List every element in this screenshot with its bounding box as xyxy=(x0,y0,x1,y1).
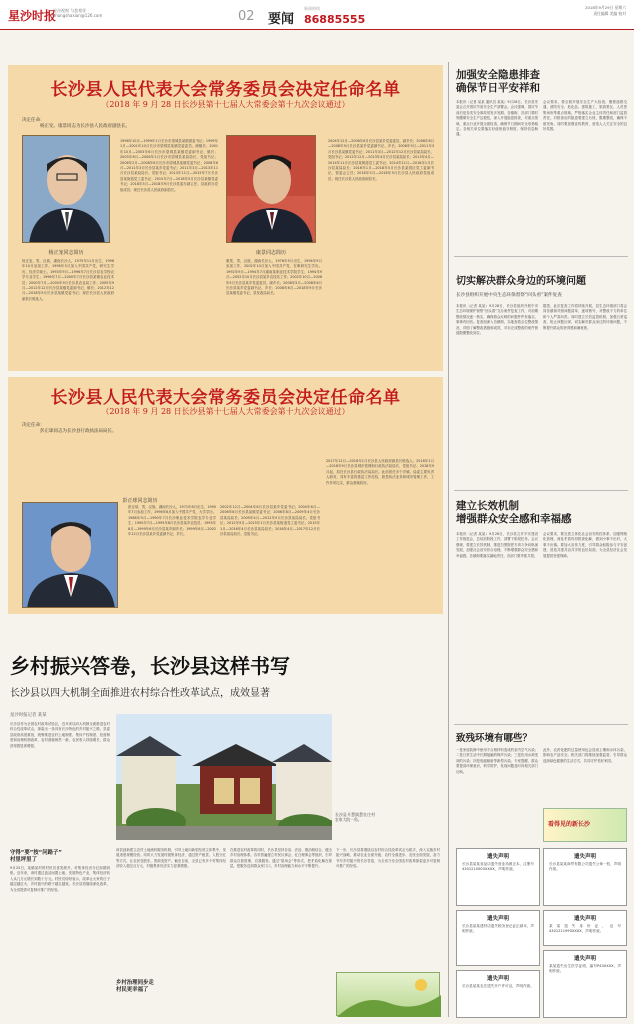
notice-6-title: 遗失声明 xyxy=(573,956,596,962)
notice-4 xyxy=(543,910,627,946)
wechat-label: 看得见的新长沙 xyxy=(548,821,591,828)
notice-4-text: 某某遗失身份证，证号4301211990XXXX，声明作废。 xyxy=(549,924,621,934)
subhead-2-line1: 乡村治理同步走 xyxy=(116,980,154,986)
main-body-1: 长沙县作为全国农村改革试验区，近年来以四大机制全面推进农村综合性改革试点，探索出一条具有长沙特色的乡村振兴之路。县委县政府高度重视，统筹推进农村土地制度、集体产权制度、经营制度和治理机制改革，农村面貌焕然一新，农民收入持续增长，群众获得感显著增强。 xyxy=(10,722,110,748)
panel2-subtitle: （2018 年 9 月 28 日长沙县第十七届人大常委会第十九次会议通过） xyxy=(101,407,350,416)
article2-body-a: 本报讯（记者 某某）9月28日，长沙县组织开展中央生态环境保护督察“回头看”交办案件复查工作，对前期整改情况逐一核实，确保群众反映的问题件件有落实、事事有回音。复查组深入各镇街，实地查看点位整改情况，详细了解整改措施和成效，对未完成整改的案件督促限期整改到位。 xyxy=(456,304,538,336)
logo-sub1: 星沙视窗 xyxy=(53,8,69,13)
column-divider xyxy=(448,62,449,1017)
article1-title-line1: 加强安全隐患排查 xyxy=(456,69,540,81)
divider-3 xyxy=(454,724,628,725)
rural-banner xyxy=(336,972,440,1016)
caption-peng: 彭正球同志简历 xyxy=(122,498,158,504)
notice-3-text: 长沙县某某建材店遗失税务登记证正副本，声明作废。 xyxy=(462,924,534,934)
article4-body-a: 一是家庭装修中使用不合格材料造成的室内空气污染；二是日常生活中长期接触的噪声污染；三是饮用水源受到的污染；四是电磁辐射等新型污染。专家提醒，群众要提高环保意识，科学防护，发现问题及时向相关部门反映。 xyxy=(456,748,538,774)
panel2-appointees: 彭正球同志为长沙县行政执法局局长。 xyxy=(40,429,117,434)
page-number: 02 xyxy=(238,9,255,24)
notice-2 xyxy=(543,848,627,906)
notice-5-title: 遗失声明 xyxy=(486,976,509,982)
main-story-title: 乡村振兴答卷，长沙县这样书写 xyxy=(10,654,290,678)
main-subhead-1 xyxy=(10,850,62,864)
main-body-2: 9月25日，某镇某村的村民们喜笑颜开，村集体经济分红如期到账。近年来，该村通过盘活闲置土地、发展特色产业，集体经济收入从几万元增长到数十万元。村民们纷纷表示，改革让大家的日子越过越红火，乡村振兴的路子越走越宽。长沙县将继续深化改革，为全省提供可复制可推广的经验。 xyxy=(10,866,110,892)
main-body-4: 在推进农村改革的同时，长沙县坚持自治、法治、德治相结合，健全乡村治理体系。各村普遍建立村民议事会、红白理事会等组织，引导群众自我管理、自我服务。通过“屋场会”等形式，把矛盾化解在基层，把服务送到群众家门口，乡村治理能力和水平不断提升。 xyxy=(230,848,332,869)
bio-yang: 杨正宠，男，汉族，湖南长沙人，1975年11月出生，1996年10月参加工作，1996年3月加入中国共产党，研究生学历，经济学硕士。1993年9月—1996年7月长沙县农学校农学专业学生；1996年7月—2000年7月长沙县某镇农业技术员；2000年7月—2005年9月长沙县农业局工作；2005年9月—2012年12月长沙县某镇党委副书记、镇长；2012年12月—2018年9月长沙县某镇党委书记；现任长沙县人民政府副县长候选人。 xyxy=(22,259,114,301)
article2-body-b: 据悉，此次复查工作将持续开展，县生态环境部门将会同各镇街对照问题清单，逐项销号，对整改不力的单位和个人严肃问责。同时建立长效监管机制，加强日常巡查，防止问题反弹，切实解决群众身边的环境问题，不断提升群众的获得感和满意度。 xyxy=(543,304,627,330)
main-subhead-2 xyxy=(116,980,154,994)
appointment-panel-2 xyxy=(8,377,443,614)
editors: 责任编辑 美编 校对 xyxy=(593,11,626,16)
section-title: 要闻 xyxy=(268,12,295,27)
article3-title-line2: 增强群众安全感和幸福感 xyxy=(456,513,572,525)
caption-kang: 康景同志简历 xyxy=(255,250,286,256)
wechat-banner[interactable] xyxy=(543,808,627,842)
article3-body-a: 本报讯（记者 某某）9月28日，长沙县召开平安建设工作推进会，总结前阶段工作，部署下阶段任务。会议强调，要建立长效机制，推进扫黑除恶专项斗争向纵深发展，加强社会治安综合治理，不断增强群众安全感和幸福感。各镇街要落实属地责任，各部门要齐抓共管。 xyxy=(456,532,538,558)
village-photo xyxy=(116,714,332,840)
portrait-yang xyxy=(22,135,110,243)
article4-body-b: 此外，农药化肥的过量使用也会造成土壤和水体污染，影响农产品安全。相关部门将继续加强监管，引导群众选择绿色健康的生活方式，共同守护美好家园。 xyxy=(543,748,627,763)
panel1-title: 长沙县人民代表大会常务委员会决定任命名单 xyxy=(50,80,401,100)
notice-1-text: 长沙县某某食品店遗失营业执照正本，注册号4301210000XXXX，声明作废。 xyxy=(462,862,534,872)
panel1-subtitle: （2018 年 9 月 28 日长沙县第十七届人大常委会第十九次会议通过） xyxy=(101,100,350,109)
hotline-label: 新闻热线 xyxy=(304,6,320,11)
notice-3-title: 遗失声明 xyxy=(486,916,509,922)
hotline-number: 86885555 xyxy=(304,13,366,26)
panel2-decision-label: 决定任命： xyxy=(22,423,45,428)
appointment-panel-1 xyxy=(8,65,443,371)
notice-5-text: 长沙县某某农庄遗失开户许可证，声明作废。 xyxy=(462,984,534,988)
divider-2 xyxy=(454,490,628,491)
notice-6 xyxy=(543,950,627,1018)
article3-body-b: 会议要求，要完善立体化社会治安防控体系，加强网格化管理，深化矛盾纠纷排查化解，做到小事不出村、大事不出镇。要加大宣传力度，引导群众积极参与平安创建，营造共建共治共享的良好局面，为全县经济社会发展提供坚强保障。 xyxy=(543,532,627,558)
page-header xyxy=(0,0,634,30)
portrait-kang xyxy=(226,135,316,243)
panel1-decision-label: 决定任命： xyxy=(22,118,45,123)
main-body-5: 下一步，长沙县将继续以农村综合性改革试点为抓手，深入实施乡村振兴战略，推动农业全面升级、农村全面进步、农民全面发展，奋力书写乡村振兴的长沙答卷，为全省乃至全国农村改革探索更多可复制可推广的经验。 xyxy=(336,848,440,869)
dateline xyxy=(585,5,626,17)
bio-kang: 康景，男，汉族，湖南长沙人，1976年5月出生，1994年9月参加工作，2002年10月加入中国共产党，在职研究生学历。1992年9月—1994年7月湖南某职业技术学院学生；1994年9月—2002年10月长沙县某乡农技站工作；2002年10月—2006年5月长沙县某乡党委委员、副乡长；2006年5月—2008年6月长沙县某乡党委副书记、乡长；2008年6月—2018年9月长沙县某镇党委书记、县发改局局长。 xyxy=(226,259,322,296)
panel1-decision xyxy=(22,117,130,129)
logo-sub2: 与您相伴 xyxy=(70,8,87,13)
caption-yang: 杨正宠同志简历 xyxy=(48,250,84,256)
panel1-appointees: 杨正宠、康景同志为长沙县人民政府副县长。 xyxy=(40,124,130,129)
logo-email: changshaxian@126.com xyxy=(53,13,103,18)
photo-caption: 长沙县开慧镇慧农庄村农家大院一角。 xyxy=(335,812,375,823)
notice-1-title: 遗失声明 xyxy=(486,854,509,860)
notice-2-title: 遗失声明 xyxy=(573,854,596,860)
bio-peng: 彭正球，男，汉族，湖南长沙人，1971年8月出生，1990年7月参加工作，1996年6月加入中国共产党，大学学历。1988年9月—1990年7月长沙职业技术学院农学专业学生；1990年7月—1995年8月长沙县某乡农技员；1995年8月—1999年6月长沙县某乡副乡长；1999年6月—2002年12月长沙县某乡党委副书记、乡长。 xyxy=(128,505,216,537)
article1-title-line2: 确保节日平安祥和 xyxy=(456,82,540,94)
divider-1 xyxy=(454,256,628,257)
bio-peng-cont2: 2017年12月—2018年1月长沙县人民政府副县长候选人；2018年1月—2018年9月长沙县城市管理和行政执法局局长、党组书记；2018年9月起，拟任长沙县行政执法局局长。此前曾任多个乡镇、局委主要负责人职务，具有丰富的基层工作经验，熟悉执法业务和城市管理工作，工作作风扎实，群众基础较好。 xyxy=(326,459,434,485)
article2-title: 切实解决群众身边的环境问题 xyxy=(456,276,586,287)
article3-title xyxy=(456,500,572,526)
notice-6-text: 某某遗失出生医学证明，编号P43XXXX，声明作废。 xyxy=(549,964,621,974)
subhead-1-line1: 守得“要”按“问路子” xyxy=(10,850,62,856)
main-story-subtitle: 长沙县以四大机制全面推进农村综合性改革试点，成效显著 xyxy=(10,688,270,699)
notice-4-title: 遗失声明 xyxy=(573,916,596,922)
panel2-title: 长沙县人民代表大会常务委员会决定任命名单 xyxy=(50,388,401,408)
notice-1 xyxy=(456,848,540,906)
article1-title xyxy=(456,69,540,95)
subhead-1-line2: 村里坪里了 xyxy=(10,857,37,863)
notice-2-text: 长沙县某某商贸有限公司遗失公章一枚，声明作废。 xyxy=(549,862,621,872)
notice-3 xyxy=(456,910,540,966)
article1-body-a: 本报讯（记者 某某 通讯员 某某）9月28日，长沙县安委会召开国庆节前安全生产部署会。会议强调，国庆节前后是各类安全事故易发多发期，各镇街、各部门要时刻绷紧安全生产这根弦，深入开展隐患排查，对重点领域、重点行业开展全面检查，确保节日期间安全形势稳定。各相关单位要落实好值班值守制度，保持信息畅通。 xyxy=(456,100,538,137)
main-story-byline: 星沙时报记者 某某 xyxy=(10,713,47,718)
date: 2018年9月29日 星期六 xyxy=(585,5,626,10)
bio-kang-cont: 2004年12月—2006年8月长沙县某乡党委委员、副乡长；2006年8月—2008年9月长沙县某乡党委副书记、乡长；2008年9月—2011年3月长沙县某镇党委书记；2011年3月—2012年12月长沙县某局局长、党组书记；2012年12月—2013年4月长沙县某局局长；2013年4月—2014年11月长沙县某街道党工委书记；2014年11月—2016年1月长沙县某局局长；2016年1月—2018年5月长沙县某园区党工委副书记、管委会主任；2018年5月—2018年9月长沙县人民政府党组成员；现任长沙县人民政府副县长。 xyxy=(328,139,434,181)
bio-peng-cont: 2002年12月—2004年6月长沙县某乡党委书记；2004年6月—2006年8月长沙县某镇党委书记；2006年8月—2009年4月长沙县某局局长；2009年4月—2012年9月长沙县某局局长、党组书记；2012年9月—2015年1月长沙县某街道党工委书记；2015年1月—2016年4月长沙县某局局长；2016年4月—2017年12月长沙县某局局长、党组书记。 xyxy=(220,505,320,537)
article3-title-line1: 建立长效机制 xyxy=(456,500,519,512)
notice-5 xyxy=(456,970,540,1018)
panel2-decision xyxy=(22,422,117,434)
newspaper-logo: 星沙时报 xyxy=(8,9,57,23)
logo-subtext xyxy=(53,8,102,18)
article2-subtitle: 长沙县组织开展中央生态环保督察“回头看”案件复查 xyxy=(456,293,562,298)
subhead-2-line2: 村民更幸福了 xyxy=(116,987,149,993)
bio-yang-cont: 1996年10月—1999年1月长沙市望城县某镇团委书记；1999年1月—2001年10月长沙市望城县某镇党委委员、副镇长；2001年10月—2003年6月长沙市望城县某镇党委副书记、镇长；2003年6月—2006年2月长沙市望城县某局局长、党组书记；2006年2月—2008年6月长沙市望城县某镇党委书记；2008年6月—2011年3月长沙县某乡党委书记；2011年3月—2013年11月长沙县某局局长、党组书记；2013年11月—2015年7月长沙县某街道党工委书记；2015年7月—2018年5月长沙县某镇党委书记；2018年5月—2018年9月长沙县委办副主任、县政府办党组成员；现任长沙县人民政府副县长。 xyxy=(120,139,218,192)
article1-body-b: 会议要求，要全面开展安全生产大检查，聚焦道路交通、消防安全、危化品、建筑施工、旅游景区、人员密集场所等重点领域，严格落实企业主体责任和部门监管责任。对排查出的隐患要建立台账，限期整改，确保不留死角。同时要加强宣传教育，营造人人关注安全的良好氛围。 xyxy=(543,100,627,132)
main-body-3: 该县创新建立农村土地流转服务机制，引导土地向新型经营主体集中，发展适度规模经营。同时大力发展村级集体经济，通过资产租赁、入股分红等方式，让农民变股东、资源变资产。截至目前，全县已有多个村集体经济收入超过百万元，村级集体经济实力显著增强。 xyxy=(116,848,226,869)
article4-title: 致残环境有哪些？ xyxy=(456,733,533,744)
portrait-peng xyxy=(22,502,118,608)
